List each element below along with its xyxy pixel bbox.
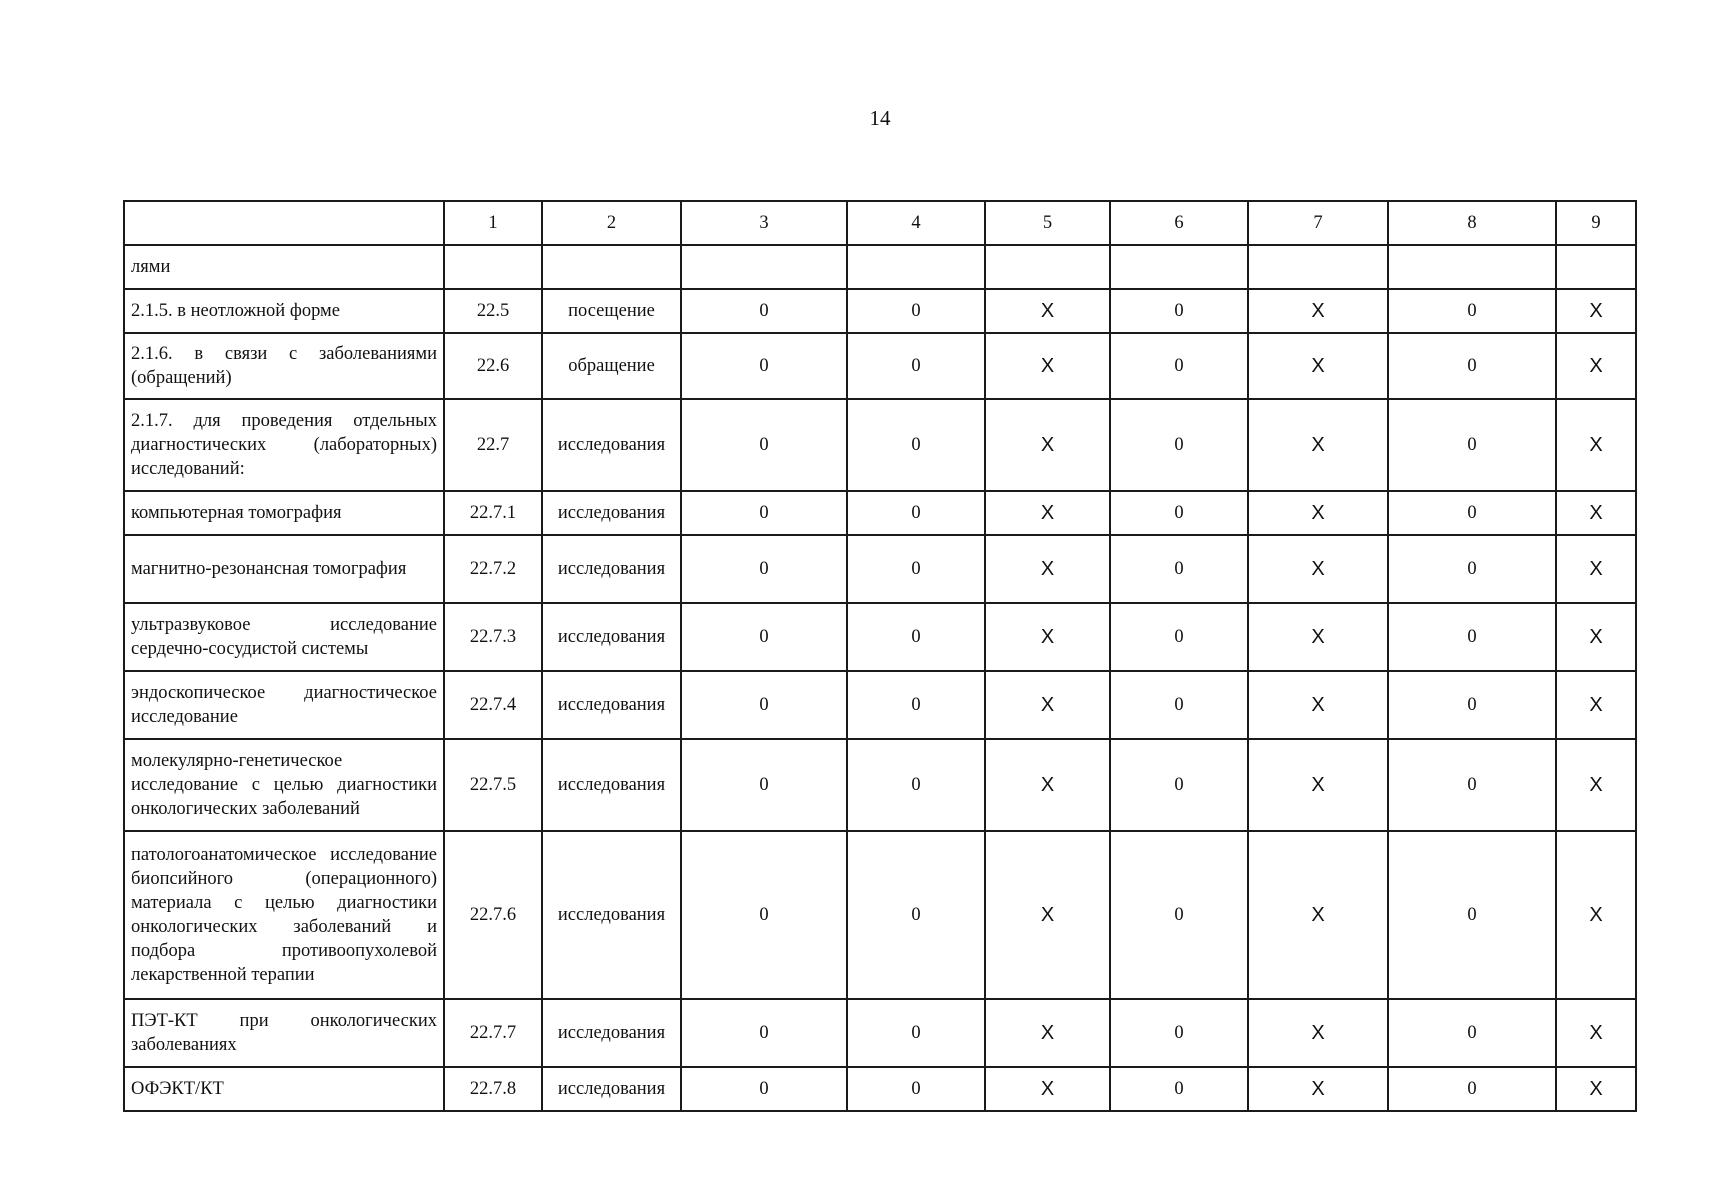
table-cell: 22.7.7 (444, 999, 542, 1067)
table-cell: X (1248, 1067, 1388, 1111)
table-cell: обращение (542, 333, 681, 399)
row-name: ПЭТ-КТ при онкологических заболеваниях (124, 999, 444, 1067)
table-cell (1556, 245, 1636, 289)
table-cell: 0 (1110, 603, 1248, 671)
table-row (124, 491, 1636, 535)
table-cell: 0 (681, 399, 847, 491)
table-cell: X (1556, 671, 1636, 739)
table-cell: 0 (847, 491, 985, 535)
table-cell: X (985, 535, 1110, 603)
header-cell: 8 (1388, 201, 1556, 245)
row-name: 2.1.5. в неотложной форме (124, 289, 444, 333)
table-cell: 22.7.8 (444, 1067, 542, 1111)
table-cell: 0 (681, 535, 847, 603)
column-number-row (124, 201, 1636, 245)
table-cell: X (985, 739, 1110, 831)
table-cell (985, 245, 1110, 289)
table-cell (1248, 245, 1388, 289)
table-cell: 22.5 (444, 289, 542, 333)
table-cell: 0 (847, 535, 985, 603)
table-cell: 0 (847, 999, 985, 1067)
table-cell: исследования (542, 535, 681, 603)
table-cell: 0 (1388, 535, 1556, 603)
header-cell: 5 (985, 201, 1110, 245)
header-cell: 9 (1556, 201, 1636, 245)
data-table (123, 200, 1637, 1112)
table-cell: X (1248, 491, 1388, 535)
table-cell: X (985, 1067, 1110, 1111)
row-name: 2.1.7. для проведения отдельных диагностических (лабораторных) исследований: (124, 399, 444, 491)
table-cell: 0 (1388, 603, 1556, 671)
table-cell: 0 (1110, 535, 1248, 603)
table-cell: 0 (847, 831, 985, 999)
table-cell: X (1556, 535, 1636, 603)
table-cell: 22.7.3 (444, 603, 542, 671)
row-name: ОФЭКТ/КТ (124, 1067, 444, 1111)
table-cell: исследования (542, 399, 681, 491)
table-cell: исследования (542, 999, 681, 1067)
table-cell: X (985, 333, 1110, 399)
row-name: патологоанатомическое исследование биопсийного (операционного) материала с целью диагностики онкологических заболеваний и подбора противоопухолевой лекарственной терапии (124, 831, 444, 999)
table-row (124, 333, 1636, 399)
table-cell: исследования (542, 603, 681, 671)
table-cell: 0 (1110, 289, 1248, 333)
table-cell: X (1248, 535, 1388, 603)
table-cell: X (985, 671, 1110, 739)
table-row (124, 671, 1636, 739)
table-row (124, 831, 1636, 999)
table-cell: исследования (542, 671, 681, 739)
table-cell: 0 (1388, 333, 1556, 399)
table-cell: 0 (681, 999, 847, 1067)
table-cell: X (1556, 1067, 1636, 1111)
table-cell: 0 (847, 1067, 985, 1111)
table-cell: 0 (1110, 333, 1248, 399)
table-cell: 0 (847, 333, 985, 399)
table-cell: X (1248, 671, 1388, 739)
table-cell: 0 (847, 603, 985, 671)
table-cell: X (1556, 739, 1636, 831)
table-cell: X (1248, 739, 1388, 831)
table-cell: исследования (542, 1067, 681, 1111)
table-row (124, 245, 1636, 289)
table-cell: посещение (542, 289, 681, 333)
table-row (124, 399, 1636, 491)
table-row (124, 289, 1636, 333)
table-cell: 0 (681, 1067, 847, 1111)
row-name: компьютерная томография (124, 491, 444, 535)
table-cell: 0 (681, 739, 847, 831)
table-cell: 0 (1388, 399, 1556, 491)
table-cell: X (1248, 289, 1388, 333)
table-cell: X (1556, 333, 1636, 399)
table-cell (847, 245, 985, 289)
header-cell: 2 (542, 201, 681, 245)
table-cell: X (1248, 831, 1388, 999)
table-cell: 0 (1110, 999, 1248, 1067)
header-cell: 4 (847, 201, 985, 245)
table-cell: X (1248, 603, 1388, 671)
table-cell: 22.6 (444, 333, 542, 399)
table-cell: 22.7.5 (444, 739, 542, 831)
table-row (124, 1067, 1636, 1111)
table-cell: 0 (681, 333, 847, 399)
row-name: эндоскопическое диагностическое исследование (124, 671, 444, 739)
table-cell: 0 (1110, 831, 1248, 999)
table-cell: X (985, 491, 1110, 535)
table-cell: 0 (1388, 1067, 1556, 1111)
table-cell: X (985, 399, 1110, 491)
table-cell: X (1556, 491, 1636, 535)
table-cell (444, 245, 542, 289)
table-cell (1388, 245, 1556, 289)
table-cell: 0 (681, 491, 847, 535)
table-cell: X (1248, 333, 1388, 399)
table-cell: X (1556, 831, 1636, 999)
table-cell: 0 (681, 831, 847, 999)
table-cell: 0 (1110, 1067, 1248, 1111)
table-cell: исследования (542, 491, 681, 535)
table-cell (681, 245, 847, 289)
table-row (124, 535, 1636, 603)
row-name: магнитно-резонансная томография (124, 535, 444, 603)
table-cell: X (1248, 999, 1388, 1067)
table-cell: X (1556, 999, 1636, 1067)
table-cell: исследования (542, 739, 681, 831)
table-row (124, 603, 1636, 671)
table-cell: X (985, 999, 1110, 1067)
table-cell: 22.7.4 (444, 671, 542, 739)
table-cell: X (1556, 289, 1636, 333)
table-cell: 0 (1388, 289, 1556, 333)
table-cell: 0 (847, 289, 985, 333)
table-cell: 0 (847, 739, 985, 831)
table-cell: X (1248, 399, 1388, 491)
table-cell: 0 (681, 671, 847, 739)
table-cell: 0 (681, 603, 847, 671)
table-cell: 0 (1388, 831, 1556, 999)
table-cell: 0 (1388, 999, 1556, 1067)
row-name: лями (124, 245, 444, 289)
table-cell: 0 (1110, 739, 1248, 831)
table-cell: X (1556, 399, 1636, 491)
table-cell: 0 (1110, 671, 1248, 739)
table-cell: 0 (1388, 739, 1556, 831)
page-number: 14 (869, 106, 891, 130)
table-cell: 0 (1388, 671, 1556, 739)
table-cell (542, 245, 681, 289)
table-row (124, 739, 1636, 831)
table-cell: X (985, 289, 1110, 333)
table-cell: 0 (847, 399, 985, 491)
table-cell: 22.7.1 (444, 491, 542, 535)
header-cell: 7 (1248, 201, 1388, 245)
row-name: ультразвуковое исследование сердечно-сосудистой системы (124, 603, 444, 671)
header-cell: 6 (1110, 201, 1248, 245)
table-cell: 0 (1110, 399, 1248, 491)
table-cell: X (985, 831, 1110, 999)
table-cell (1110, 245, 1248, 289)
table-cell: X (985, 603, 1110, 671)
table-cell: 0 (847, 671, 985, 739)
table-cell: X (1556, 603, 1636, 671)
table-row (124, 999, 1636, 1067)
table-cell: 0 (681, 289, 847, 333)
table-cell: 22.7.6 (444, 831, 542, 999)
table-cell: 22.7.2 (444, 535, 542, 603)
row-name: молекулярно-генетическое исследование с целью диагностики онкологических заболеваний (124, 739, 444, 831)
row-name: 2.1.6. в связи с заболеваниями (обращений) (124, 333, 444, 399)
table-cell: 22.7 (444, 399, 542, 491)
table-cell: 0 (1388, 491, 1556, 535)
header-cell: 3 (681, 201, 847, 245)
header-cell: 1 (444, 201, 542, 245)
table-cell: 0 (1110, 491, 1248, 535)
header-cell (124, 201, 444, 245)
table-cell: исследования (542, 831, 681, 999)
